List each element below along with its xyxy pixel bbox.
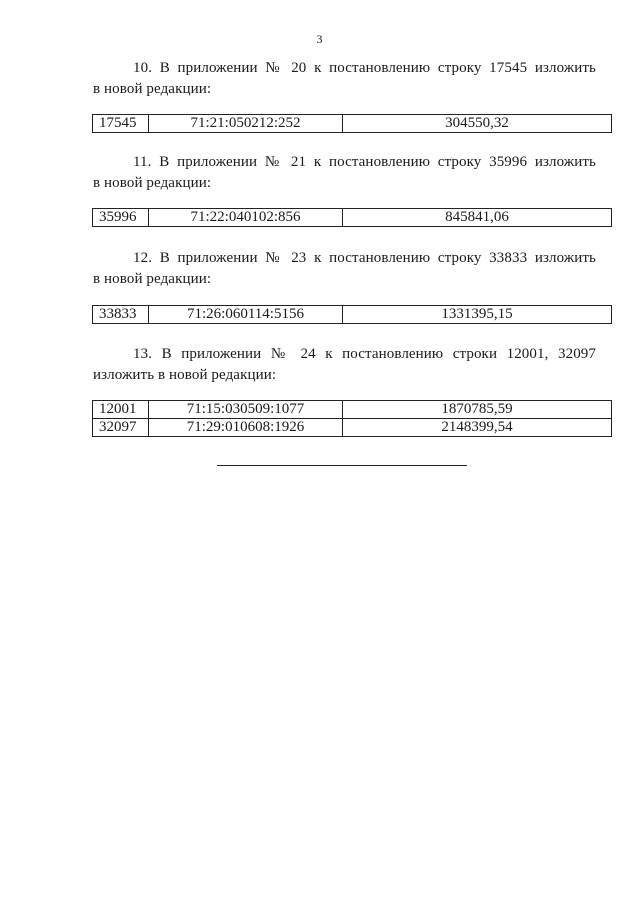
paragraph-line: в новой редакции: [93, 271, 212, 287]
table-row [93, 115, 612, 133]
row-number-cell: 35996 [93, 209, 149, 227]
page-number: 3 [316, 32, 323, 46]
cadastral-number-cell: 71:26:060114:5156 [149, 306, 343, 324]
cadastral-value-cell: 2148399,54 [343, 419, 612, 437]
paragraph-line: в новой редакции: [93, 81, 212, 97]
cadastral-number-cell: 71:15:030509:1077 [149, 401, 343, 419]
cadastral-number-cell: 71:29:010608:1926 [149, 419, 343, 437]
paragraph-line: в новой редакции: [93, 175, 212, 191]
paragraph-item-12 [93, 248, 596, 290]
cadastral-table [92, 208, 612, 227]
cadastral-table [92, 305, 612, 324]
table-row [93, 209, 612, 227]
end-divider [217, 465, 467, 466]
row-number-cell: 17545 [93, 115, 149, 133]
paragraph-item-10 [93, 58, 596, 100]
row-number-cell: 33833 [93, 306, 149, 324]
table-row [93, 401, 612, 419]
paragraph-line: 11. В приложении № 21 к постановлению строку 35996 изложить [133, 154, 596, 170]
cadastral-number-cell: 71:21:050212:252 [149, 115, 343, 133]
cadastral-value-cell: 1870785,59 [343, 401, 612, 419]
paragraph-line: 12. В приложении № 23 к постановлению строку 33833 изложить [133, 250, 596, 266]
cadastral-value-cell: 304550,32 [343, 115, 612, 133]
cadastral-value-cell: 1331395,15 [343, 306, 612, 324]
table-row [93, 419, 612, 437]
paragraph-line: 13. В приложении № 24 к постановлению строки 12001, 32097 [133, 346, 596, 362]
cadastral-number-cell: 71:22:040102:856 [149, 209, 343, 227]
cadastral-table [92, 114, 612, 133]
paragraph-item-13 [93, 344, 596, 386]
table-row [93, 306, 612, 324]
row-number-cell: 12001 [93, 401, 149, 419]
paragraph-line: 10. В приложении № 20 к постановлению строку 17545 изложить [133, 60, 596, 76]
cadastral-table [92, 400, 612, 437]
row-number-cell: 32097 [93, 419, 149, 437]
paragraph-item-11 [93, 152, 596, 194]
cadastral-value-cell: 845841,06 [343, 209, 612, 227]
paragraph-line: изложить в новой редакции: [93, 367, 277, 383]
